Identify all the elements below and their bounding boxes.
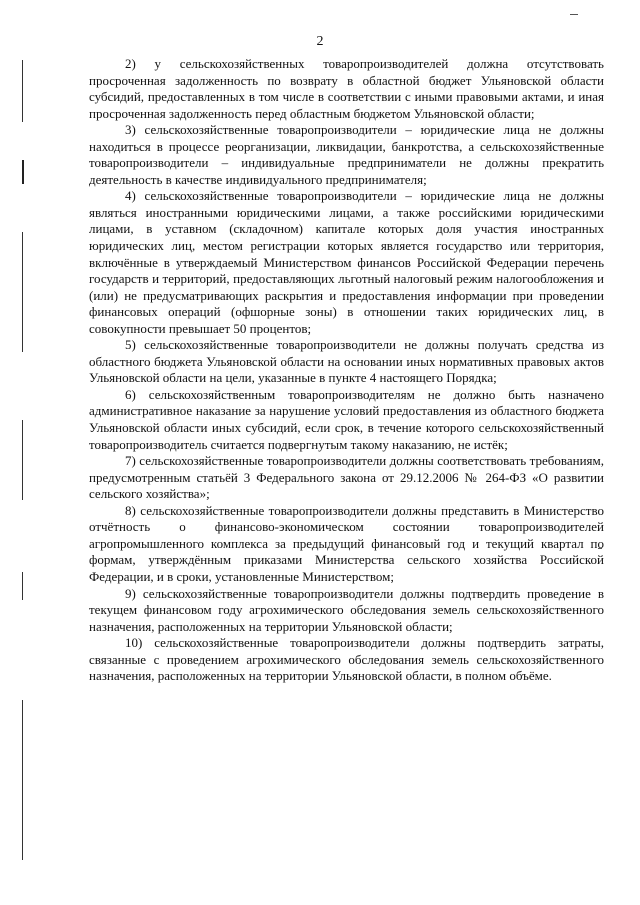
paragraph-item-2: 2) у сельскохозяйственных товаропроизводителей должна отсутствовать просроченная задолженность по возврату в областной бюджет Ульяновской области субсидий, предоставленных в том числе в соответствии с иными правовыми актами, и иная просроченная задолженность перед областным бюджетом Ульяновской области; bbox=[89, 56, 604, 121]
scan-margin-mark bbox=[22, 700, 23, 860]
paragraph-item-7: 7) сельскохозяйственные товаропроизводители должны соответствовать требованиям, предусмотренным статьёй 3 Федерального закона от 29.12.2006 № 264-ФЗ «О развитии сельского хозяйства»; bbox=[89, 453, 604, 502]
scan-margin-mark bbox=[22, 60, 23, 122]
paragraph-item-9: 9) сельскохозяйственные товаропроизводители должны подтвердить проведение в текущем финансовом году агрохимического обследования земель сельскохозяйственного назначения, расположенных на территории Ульяновской области; bbox=[89, 585, 604, 634]
document-body bbox=[89, 56, 604, 685]
scan-margin-mark bbox=[22, 232, 23, 352]
scan-margin-mark bbox=[22, 160, 24, 184]
scan-margin-mark bbox=[22, 572, 23, 600]
paragraph-item-6: 6) сельскохозяйственным товаропроизводителям не должно быть назначено административное наказание за нарушение условий предоставления из областного бюджета Ульяновской области иных субсидий, если срок, в течение которого сельскохозяйственный товаропроизводитель считается подвергнутым такому наказанию, не истёк; bbox=[89, 386, 604, 452]
scan-artifact bbox=[570, 14, 578, 15]
scan-margin-mark bbox=[22, 420, 23, 500]
page-number: 2 bbox=[316, 34, 324, 49]
paragraph-item-3: 3) сельскохозяйственные товаропроизводители – юридические лица не должны находиться в процессе реорганизации, ликвидации, банкротства, а сельскохозяйственные товаропроизводители – индивидуальные предприниматели не должны прекратить деятельность в качестве индивидуального предпринимателя; bbox=[89, 122, 604, 187]
paragraph-item-4: 4) сельскохозяйственные товаропроизводители – юридические лица не должны являться иностранными юридическими лицами, а также российскими юридическими лицами, в уставном (складочном) капитале которых доля участия иностранных юридических лиц, местом регистрации которых является государство или территория, включённые в утверждаемый Министерством финансов Российской Федерации перечень государств и территорий, предоставляющих льготный налоговый режим налогообложения и (или) не предусматривающих раскрытия и предоставления информации при проведении финансовых операций (офшорные зоны) в отношении таких юридических лиц, в совокупности превышает 50 процентов; bbox=[89, 188, 604, 336]
paragraph-item-5: 5) сельскохозяйственные товаропроизводители не должны получать средства из областного бюджета Ульяновской области на основании иных нормативных правовых актов Ульяновской области на цели, указанные в пункте 4 настоящего Порядка; bbox=[89, 337, 604, 386]
paragraph-item-10: 10) сельскохозяйственные товаропроизводители должны подтвердить затраты, связанные с проведением агрохимического обследования земель сельскохозяйственного назначения, расположенных на территории Ульяновской области, в полном объёме. bbox=[89, 635, 604, 684]
paragraph-item-8: 8) сельскохозяйственные товаропроизводители должны представить в Министерство отчётность о финансово-экономическом состоянии товаропроизводителей агропромышленного комплекса за предыдущий финансовый год и текущий квартал по формам, утверждённым приказами Министерства сельского хозяйства Российской Федерации, и в сроки, установленные Министерством; bbox=[89, 502, 604, 584]
